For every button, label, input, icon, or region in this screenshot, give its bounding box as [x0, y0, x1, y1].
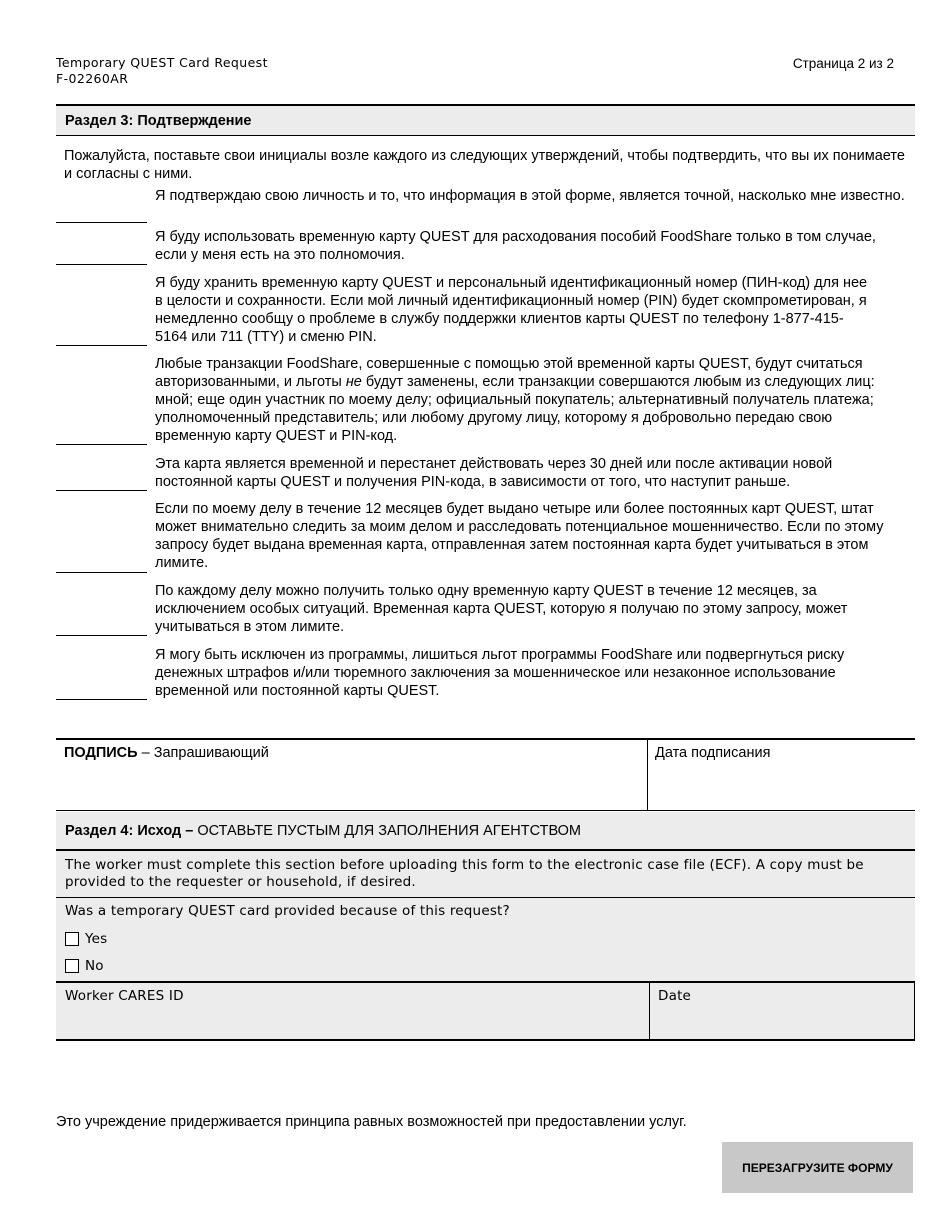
statement-4 [155, 355, 905, 445]
option-yes[interactable] [65, 931, 107, 947]
worker-cares-id-field[interactable] [56, 983, 649, 1039]
statement-8: Я могу быть исключен из программы, лишиться льгот программы FoodShare или подвергнуться риску денежных штрафов и/или тюремного заключения за мошенническое или незаконное использование временной или постоянной карты QUEST. [155, 647, 845, 699]
equal-opportunity-notice: Это учреждение придерживается принципа равных возможностей при предоставлении услуг. [56, 1114, 687, 1130]
section3-heading-rule [56, 135, 915, 136]
form-header [56, 55, 268, 87]
quest-card-question-block [56, 898, 915, 981]
statement-1: Я подтверждаю свою личность и то, что информация в этой форме, является точной, насколько мне известно. [155, 188, 905, 204]
signature-field[interactable] [56, 740, 647, 811]
statement-7: По каждому делу можно получить только одну временную карту QUEST в течение 12 месяцев, за исключением особых ситуаций. Временная карта QUEST, которую я получаю по этому запросу, может учитываться в этом лимите. [155, 583, 848, 635]
initials-field-2[interactable] [56, 264, 147, 265]
initials-field-8[interactable] [56, 699, 147, 700]
no-label: No [85, 958, 104, 974]
initials-field-1[interactable] [56, 222, 147, 223]
signature-label-rest: – Запрашивающий [137, 745, 269, 761]
statement-4-part-2: будут заменены, если транзакции совершаются любым из следующих лиц: мной; еще один участник по моему делу; официальный покупатель; альтернативный получатель платежа; уполномоченный представитель; или любому другому лицу, которому я добровольно передаю свою временную карту QUEST и PIN-код. [155, 374, 875, 444]
section4-title-bold: Раздел 4: Исход – [65, 822, 194, 839]
signature-label-bold: ПОДПИСЬ [64, 745, 138, 761]
signature-date-field[interactable] [648, 740, 915, 811]
statement-5: Эта карта является временной и перестанет действовать через 30 дней или после активации новой постоянной карты QUEST и получения PIN-кода, в зависимости от того, что наступит раньше. [155, 456, 833, 490]
yes-label: Yes [85, 931, 108, 947]
form-title: Temporary QUEST Card Request [56, 55, 268, 70]
section3-intro: Пожалуйста, поставьте свои инициалы возле каждого из следующих утверждений, чтобы подтвердить, что вы их понимаете и согласны с ними. [64, 148, 905, 182]
initials-field-7[interactable] [56, 635, 147, 636]
signature-row [56, 738, 915, 811]
section4-heading [56, 812, 915, 849]
section4-title [65, 823, 581, 839]
reset-form-button[interactable]: ПЕРЕЗАГРУЗИТЕ ФОРМУ [722, 1142, 913, 1193]
quest-card-question: Was a temporary QUEST card provided because of this request? [65, 903, 510, 919]
section4-bottom-rule [56, 1039, 915, 1041]
statement-4-part-1: Любые транзакции FoodShare, совершенные с помощью этой временной карты QUEST, будут считаться авторизованными, и льготы [155, 356, 863, 390]
section3-heading [56, 106, 915, 135]
worker-row [56, 983, 915, 1039]
initials-field-3[interactable] [56, 345, 147, 346]
worker-instructions [56, 851, 915, 897]
initials-field-5[interactable] [56, 490, 147, 491]
section3-title: Раздел 3: Подтверждение [65, 112, 252, 129]
statement-4-emphasis: не [345, 374, 362, 390]
form-number: F-02260AR [56, 71, 129, 86]
yes-checkbox[interactable] [65, 932, 79, 946]
statement-6: Если по моему делу в течение 12 месяцев будет выдано четыре или более постоянных карт QUEST, штат может внимательно следить за моим делом и расследовать потенциальное мошенничество. Если по этому запросу будет выдана временная карта, отправленная затем постоянная карта будет учитываться в этом лимите. [155, 501, 884, 571]
signature-date-label: Дата подписания [655, 745, 771, 761]
section4-title-rest: ОСТАВЬТЕ ПУСТЫМ ДЛЯ ЗАПОЛНЕНИЯ АГЕНТСТВОМ [193, 822, 581, 839]
worker-cares-id-label: Worker CARES ID [65, 988, 184, 1004]
statement-3: Я буду хранить временную карту QUEST и персональный идентификационный номер (ПИН-код) для нее в целости и сохранности. Если мой личный идентификационный номер (PIN) будет скомпрометирован, я немедленно сообщу о проблеме в службу поддержки клиентов карты QUEST по телефону 1-877-415-5164 или 711 (TTY) и сменю PIN. [155, 275, 868, 345]
initials-field-6[interactable] [56, 572, 147, 573]
page-indicator: Страница 2 из 2 [792, 56, 894, 71]
option-no[interactable] [65, 958, 104, 974]
worker-date-label: Date [658, 988, 692, 1004]
worker-row-right-edge [914, 983, 915, 1039]
worker-instructions-text: The worker must complete this section before uploading this form to the electronic case file (ECF). A copy must be provided to the requester or household, if desired. [65, 857, 864, 890]
no-checkbox[interactable] [65, 959, 79, 973]
statement-2: Я буду использовать временную карту QUEST для расходования пособий FoodShare только в том случае, если у меня есть на это полномочия. [155, 229, 876, 263]
worker-date-field[interactable] [650, 983, 914, 1039]
initials-field-4[interactable] [56, 444, 147, 445]
